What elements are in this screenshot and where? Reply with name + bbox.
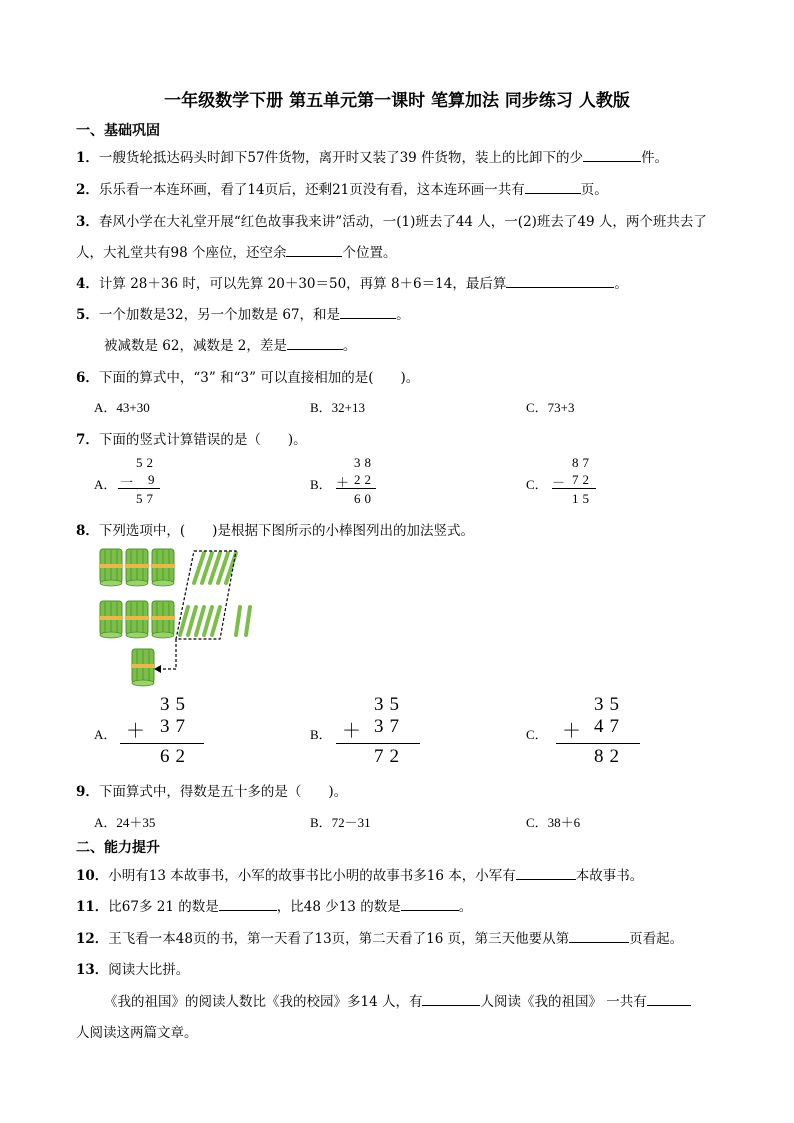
q7-c-rule: [552, 488, 596, 489]
question-3: [76, 210, 707, 230]
q7-text: 下面的竖式计算错误的是（ )。: [98, 432, 307, 448]
q8-a-mid: 37: [160, 716, 191, 737]
q12-blank[interactable]: [569, 928, 629, 943]
question-5-line2: [104, 334, 356, 354]
q11-text-end: 。: [458, 899, 473, 915]
q9-option-c[interactable]: C．38＋6: [526, 815, 581, 830]
q8-b-sign: ＋: [342, 721, 368, 742]
question-11: [76, 895, 472, 915]
single-sticks-bottom: [180, 607, 250, 635]
q8-option-a-label[interactable]: A．: [94, 727, 117, 742]
q7-c-mid: 72: [572, 472, 593, 487]
bundle-icon: [99, 549, 123, 586]
q8-b-rule: [336, 743, 420, 744]
q7-b-rule: [336, 488, 376, 489]
q1-text-end: 件。: [641, 150, 669, 166]
bundle-icon: [131, 649, 155, 686]
q6-option-c[interactable]: C．73+3: [526, 400, 575, 415]
question-13-line1: [104, 990, 691, 1010]
question-10: [76, 864, 643, 884]
q8-a-top: 35: [160, 694, 191, 715]
q12-text-end: 页看起。: [629, 931, 684, 947]
q8-b-res: 72: [374, 746, 405, 767]
q8-a-sign: ＋: [126, 721, 152, 742]
question-8: [76, 519, 474, 539]
q7-c-res: 15: [572, 491, 593, 506]
q8-option-b-label[interactable]: B．: [310, 727, 332, 742]
q9-option-b[interactable]: B．72－31: [310, 815, 371, 830]
q8-text: 下列选项中，( )是根据下图所示的小棒图列出的加法竖式。: [98, 523, 474, 539]
q4-blank[interactable]: [506, 273, 614, 288]
single-sticks-top: [194, 553, 236, 583]
q13-text: 阅读大比拼。: [108, 962, 190, 978]
q3-blank[interactable]: [286, 242, 342, 257]
question-7: [76, 428, 307, 448]
bundle-icon: [99, 601, 123, 638]
bundle-icon: [125, 601, 149, 638]
q2-number: 2．: [76, 182, 99, 198]
q13-number: 13．: [76, 962, 109, 978]
q8-a-res: 62: [160, 746, 191, 767]
q7-number: 7．: [76, 432, 99, 448]
q4-text-end: 。: [614, 276, 628, 292]
q3-number: 3．: [76, 214, 99, 230]
q6-text: 下面的算式中，“3” 和“3” 可以直接相加的是( )。: [98, 370, 420, 386]
stick-bundle-figure: [94, 543, 274, 691]
q2-text: 乐乐看一本连环画，看了14页后，还剩21页没有看，这本连环画一共有: [98, 182, 525, 198]
question-6: [76, 366, 419, 386]
bundle-icon: [151, 601, 175, 638]
q2-blank[interactable]: [525, 179, 581, 194]
q4-number: 4．: [76, 276, 99, 292]
question-9: [76, 780, 347, 800]
q8-c-top: 35: [594, 694, 625, 715]
q5-text-2: 被减数是 62，减数是 2，差是: [104, 338, 287, 354]
question-5: [76, 303, 410, 323]
q8-c-rule: [556, 743, 640, 744]
question-13-line2: 人阅读这两篇文章。: [76, 1025, 198, 1041]
q3-text-end: 个位置。: [342, 245, 397, 261]
question-3-line2: [76, 241, 396, 261]
q10-text: 小明有13 本故事书，小军的故事书比小明的故事书多16 本，小军有: [108, 868, 516, 884]
q9-text: 下面算式中，得数是五十多的是（ )。: [98, 784, 348, 800]
q8-c-sign: ＋: [562, 721, 588, 742]
section-basic: 一、基础巩固: [76, 123, 160, 139]
q13-text-mid: 人阅读《我的祖国》 一共有: [480, 994, 647, 1010]
q13-blank-1[interactable]: [422, 991, 480, 1006]
q7-a-res: 57: [136, 491, 157, 506]
q6-option-a[interactable]: A．43+30: [94, 400, 150, 415]
q8-a-rule: [120, 743, 204, 744]
q1-number: 1．: [76, 150, 99, 166]
question-2: [76, 178, 608, 198]
q10-blank[interactable]: [516, 865, 576, 880]
q8-b-top: 35: [374, 694, 405, 715]
q11-blank-1[interactable]: [219, 896, 277, 911]
q8-c-res: 82: [594, 746, 625, 767]
q11-text: 比67多 21 的数是: [108, 899, 219, 915]
q12-number: 12．: [76, 931, 109, 947]
bundle-icon: [125, 549, 149, 586]
q6-number: 6．: [76, 370, 99, 386]
q12-text: 王飞看一本48页的书，第一天看了13页，第二天看了16 页，第三天他要从第: [108, 931, 570, 947]
bundle-icon: [151, 549, 175, 586]
q5-number: 5．: [76, 307, 99, 323]
q4-text: 计算 28＋36 时，可以先算 20＋30＝50，再算 8＋6＝14，最后算: [98, 276, 507, 292]
q1-text: 一艘货轮抵达码头时卸下57件货物，离开时又装了39 件货物，装上的比卸下的少: [98, 150, 584, 166]
q10-text-end: 本故事书。: [575, 868, 644, 884]
q7-a-rule: [118, 488, 160, 489]
q10-number: 10．: [76, 868, 109, 884]
dashed-arrow-icon: [156, 639, 176, 669]
q5-text-end: 。: [396, 307, 410, 323]
q11-number: 11．: [76, 899, 109, 915]
q7-option-a-label[interactable]: A．: [94, 477, 117, 492]
q9-number: 9．: [76, 784, 99, 800]
q3-text: 春风小学在大礼堂开展“红色故事我来讲”活动，一(1)班去了44 人，一(2)班去了49 人，两个班共去了: [98, 214, 707, 230]
q8-c-mid: 47: [594, 716, 625, 737]
q7-c-top: 87: [572, 455, 593, 470]
q7-option-b-label[interactable]: B．: [310, 477, 332, 492]
q7-a-mid: 9: [148, 472, 159, 487]
q8-number: 8．: [76, 523, 99, 539]
q11-text-mid: ，比48 少13 的数是: [276, 899, 401, 915]
q13-blank-2[interactable]: [647, 991, 691, 1006]
q2-text-end: 页。: [580, 182, 608, 198]
q9-option-a[interactable]: A．24＋35: [94, 815, 156, 830]
q7-b-mid: 22: [354, 472, 375, 487]
q5-blank-1[interactable]: [340, 304, 396, 319]
q11-blank-2[interactable]: [401, 896, 459, 911]
q7-b-sign: ＋: [336, 475, 354, 490]
q7-b-res: 60: [354, 491, 375, 506]
q7-a-top: 52: [136, 455, 157, 470]
q8-b-mid: 37: [374, 716, 405, 737]
question-1: [76, 146, 668, 166]
q7-c-sign: －: [552, 475, 570, 490]
question-12: [76, 927, 683, 947]
q5-text-2-end: 。: [342, 338, 357, 354]
section-advanced: 二、能力提升: [76, 840, 160, 856]
q6-option-b[interactable]: B．32+13: [310, 400, 366, 415]
question-13: [76, 958, 189, 978]
q7-option-c-label[interactable]: C．: [526, 477, 548, 492]
q13-text-1: 《我的祖国》的阅读人数比《我的校园》多14 人，有: [104, 994, 423, 1010]
q1-blank[interactable]: [583, 147, 641, 162]
q5-blank-2[interactable]: [287, 335, 343, 350]
q3-text-2: 人，大礼堂共有98 个座位，还空余: [76, 245, 287, 261]
q7-a-sign: 一: [120, 475, 138, 490]
q7-b-top: 38: [354, 455, 375, 470]
q5-text: 一个加数是32，另一个加数是 67，和是: [98, 307, 341, 323]
question-4: [76, 272, 628, 292]
q8-option-c-label[interactable]: C．: [526, 727, 548, 742]
page-title: 一年级数学下册 第五单元第一课时 笔算加法 同步练习 人教版: [164, 91, 630, 111]
